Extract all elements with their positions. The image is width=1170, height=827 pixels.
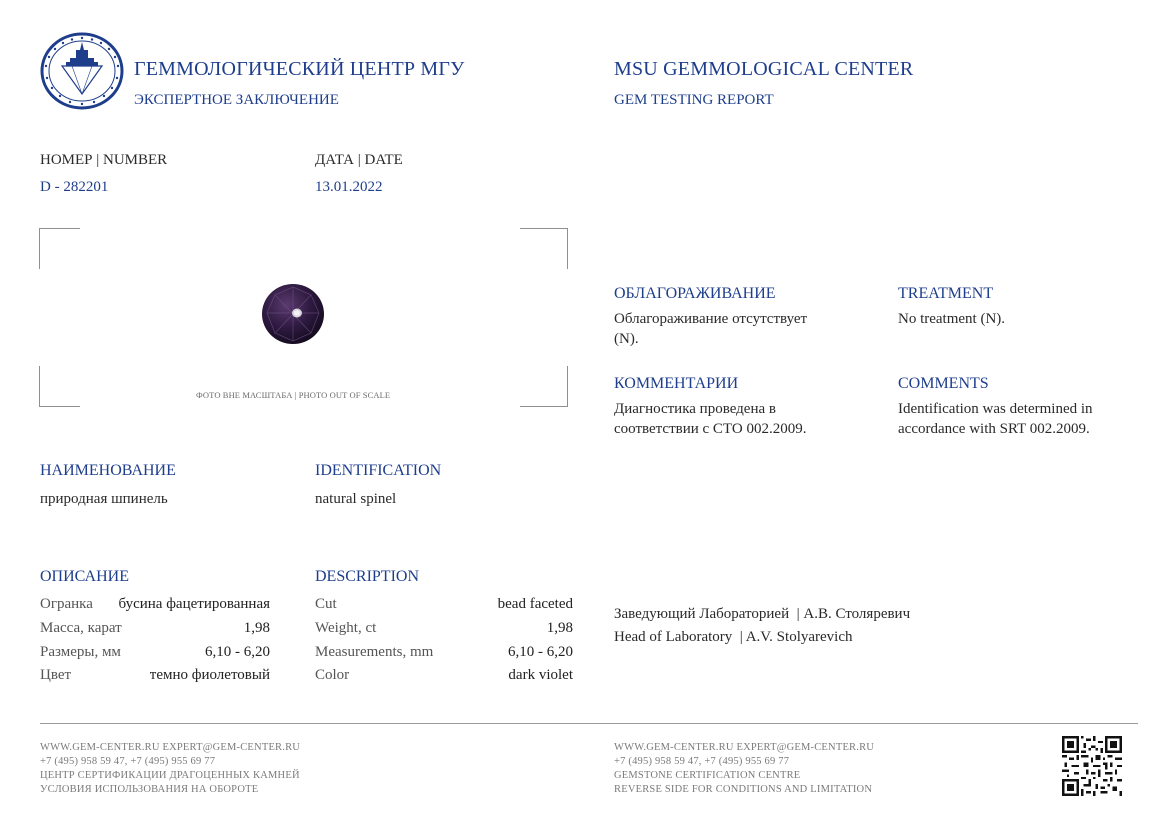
title-ru: ГЕММОЛОГИЧЕСКИЙ ЦЕНТР МГУ <box>134 58 465 80</box>
description-value: 6,10 - 6,20 <box>508 644 573 660</box>
footer-en <box>614 741 874 797</box>
msu-seal-logo-icon <box>40 32 124 110</box>
number-value: D - 282201 <box>40 179 109 195</box>
description-row-en <box>315 596 573 616</box>
photo-frame-corner-br <box>520 366 568 407</box>
description-value: 1,98 <box>243 620 270 636</box>
description-key: Measurements, mm <box>315 644 434 660</box>
description-row-en <box>315 667 573 687</box>
description-row-en <box>315 644 573 664</box>
treatment-text-en: No treatment (N). <box>898 311 1006 327</box>
description-value: бусина фацетированная <box>118 596 270 612</box>
description-row-ru <box>40 596 270 616</box>
description-row-ru <box>40 620 270 640</box>
comments-text-en-1: Identification was determined in <box>898 401 1093 417</box>
footer-divider <box>40 723 1138 724</box>
comments-text-ru-2: соответствии с СТО 002.2009. <box>614 421 807 437</box>
signature-en: Head of Laboratory | A.V. Stolyarevich <box>614 629 853 645</box>
description-heading-ru: ОПИСАНИЕ <box>40 568 129 585</box>
footer-phones: +7 (495) 958 59 47, +7 (495) 955 69 77 <box>40 756 216 767</box>
comments-text-en-2: accordance with SRT 002.2009. <box>898 421 1090 437</box>
photo-frame-corner-tl <box>39 228 80 269</box>
identification-heading-ru: НАИМЕНОВАНИЕ <box>40 462 176 479</box>
comments-heading-ru: КОММЕНТАРИИ <box>614 375 739 392</box>
treatment-text-ru-2: (N). <box>614 331 639 347</box>
description-value: темно фиолетовый <box>149 667 270 683</box>
photo-caption: ФОТО ВНЕ МАСШТАБА | PHOTO OUT OF SCALE <box>196 390 391 400</box>
description-value: 6,10 - 6,20 <box>205 644 270 660</box>
description-key: Масса, карат <box>40 620 122 636</box>
treatment-heading-ru: ОБЛАГОРАЖИВАНИЕ <box>614 285 776 302</box>
description-heading-en: DESCRIPTION <box>315 568 420 585</box>
footer-centre-name: GEMSTONE CERTIFICATION CENTRE <box>614 770 801 781</box>
date-value: 13.01.2022 <box>315 179 383 195</box>
description-key: Color <box>315 667 350 683</box>
date-label: ДАТА | DATE <box>315 152 403 168</box>
title-en: MSU GEMMOLOGICAL CENTER <box>614 58 914 80</box>
footer-ru <box>40 741 300 797</box>
description-row-ru <box>40 667 270 687</box>
treatment-text-ru-1: Облагораживание отсутствует <box>614 311 808 327</box>
footer-centre-name: ЦЕНТР СЕРТИФИКАЦИИ ДРАГОЦЕННЫХ КАМНЕЙ <box>40 770 300 781</box>
comments-text-ru-1: Диагностика проведена в <box>614 401 776 417</box>
footer-conditions: УСЛОВИЯ ИСПОЛЬЗОВАНИЯ НА ОБОРОТЕ <box>40 784 259 795</box>
footer-phones: +7 (495) 958 59 47, +7 (495) 955 69 77 <box>614 756 790 767</box>
spinel-bead-photo <box>261 283 325 345</box>
comments-heading-en: COMMENTS <box>898 375 989 392</box>
description-key: Weight, ct <box>315 620 377 636</box>
signature-ru: Заведующий Лабораторией | А.В. Столяревич <box>614 606 911 622</box>
description-key: Cut <box>315 596 337 612</box>
identification-heading-en: IDENTIFICATION <box>315 462 442 479</box>
description-value: bead faceted <box>497 596 573 612</box>
description-row-en <box>315 620 573 640</box>
description-value: 1,98 <box>546 620 573 636</box>
qr-code-icon[interactable] <box>1062 736 1122 796</box>
description-value: dark violet <box>508 667 573 683</box>
description-row-ru <box>40 644 270 664</box>
footer-conditions: REVERSE SIDE FOR CONDITIONS AND LIMITATION <box>614 784 873 795</box>
subtitle-en: GEM TESTING REPORT <box>614 92 774 108</box>
subtitle-ru: ЭКСПЕРТНОЕ ЗАКЛЮЧЕНИЕ <box>134 92 339 108</box>
photo-frame-corner-bl <box>39 366 80 407</box>
description-key: Огранка <box>40 596 93 612</box>
identification-value-en: natural spinel <box>315 491 397 507</box>
description-key: Размеры, мм <box>40 644 121 660</box>
description-key: Цвет <box>40 667 72 683</box>
footer-contacts-link[interactable]: WWW.GEM-CENTER.RU EXPERT@GEM-CENTER.RU <box>614 742 875 753</box>
identification-value-ru: природная шпинель <box>40 491 168 507</box>
number-label: НОМЕР | NUMBER <box>40 152 168 168</box>
photo-frame-corner-tr <box>520 228 568 269</box>
treatment-heading-en: TREATMENT <box>898 285 994 302</box>
footer-contacts-link[interactable]: WWW.GEM-CENTER.RU EXPERT@GEM-CENTER.RU <box>40 742 301 753</box>
